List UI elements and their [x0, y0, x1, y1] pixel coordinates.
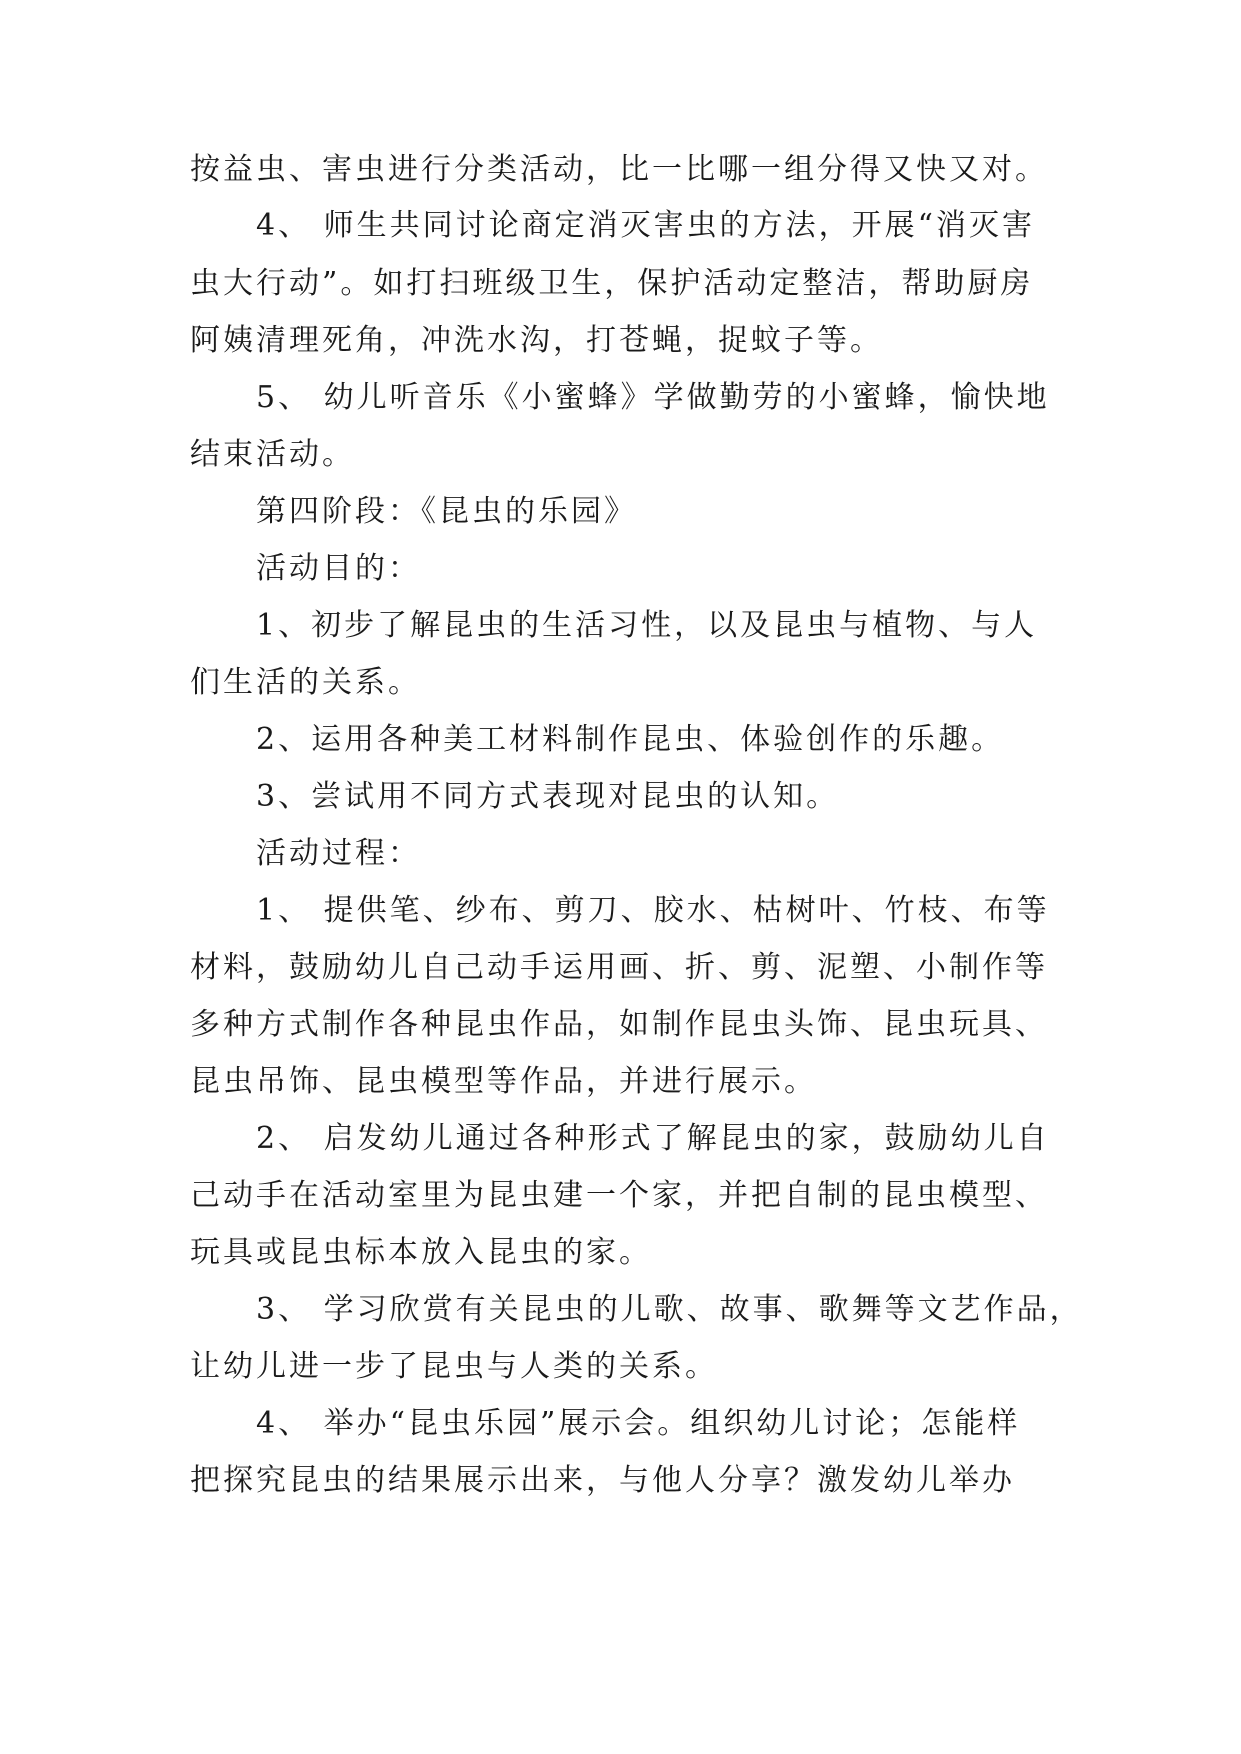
text-line: 们生活的关系。 [190, 665, 421, 700]
text-line: 材料，鼓励幼儿自己动手运用画、折、剪、泥塑、小制作等 [190, 950, 1048, 985]
section-heading: 第四阶段：《昆虫的乐园》 [256, 494, 637, 529]
text-line: 按益虫、害虫进行分类活动，比一比哪一组分得又快又对。 [190, 152, 1048, 187]
text-line: 5、 幼儿听音乐《小蜜蜂》学做勤劳的小蜜蜂，愉快地 [256, 380, 1050, 415]
text-line: 1、初步了解昆虫的生活习性，以及昆虫与植物、与人 [256, 608, 1038, 643]
text-line: 3、尝试用不同方式表现对昆虫的认知。 [256, 779, 840, 814]
text-line: 结束活动。 [190, 437, 355, 472]
text-line: 昆虫吊饰、昆虫模型等作品，并进行展示。 [190, 1064, 817, 1099]
text-line: 己动手在活动室里为昆虫建一个家，并把自制的昆虫模型、 [190, 1178, 1048, 1213]
subheading: 活动过程： [256, 836, 421, 871]
text-line: 3、 学习欣赏有关昆虫的儿歌、故事、歌舞等文艺作品， [256, 1292, 1083, 1327]
text-line: 让幼儿进一步了昆虫与人类的关系。 [190, 1349, 718, 1384]
subheading: 活动目的： [256, 551, 421, 586]
text-line: 1、 提供笔、纱布、剪刀、胶水、枯树叶、竹枝、布等 [256, 893, 1050, 928]
text-line: 2、 启发幼儿通过各种形式了解昆虫的家，鼓励幼儿自 [256, 1121, 1050, 1156]
text-line: 把探究昆虫的结果展示出来，与他人分享？激发幼儿举办 [190, 1463, 1015, 1498]
text-line: 玩具或昆虫标本放入昆虫的家。 [190, 1235, 652, 1270]
text-line: 4、 师生共同讨论商定消灭害虫的方法，开展“消灭害 [256, 208, 1035, 243]
text-line: 阿姨清理死角，冲洗水沟，打苍蝇，捉蚊子等。 [190, 323, 883, 358]
text-line: 2、运用各种美工材料制作昆虫、体验创作的乐趣。 [256, 722, 1005, 757]
text-line: 4、 举办“昆虫乐园”展示会。组织幼儿讨论；怎能样 [256, 1406, 1021, 1441]
text-line: 虫大行动”。如打扫班级卫生，保护活动定整洁，帮助厨房 [190, 266, 1034, 301]
text-line: 多种方式制作各种昆虫作品，如制作昆虫头饰、昆虫玩具、 [190, 1007, 1048, 1042]
